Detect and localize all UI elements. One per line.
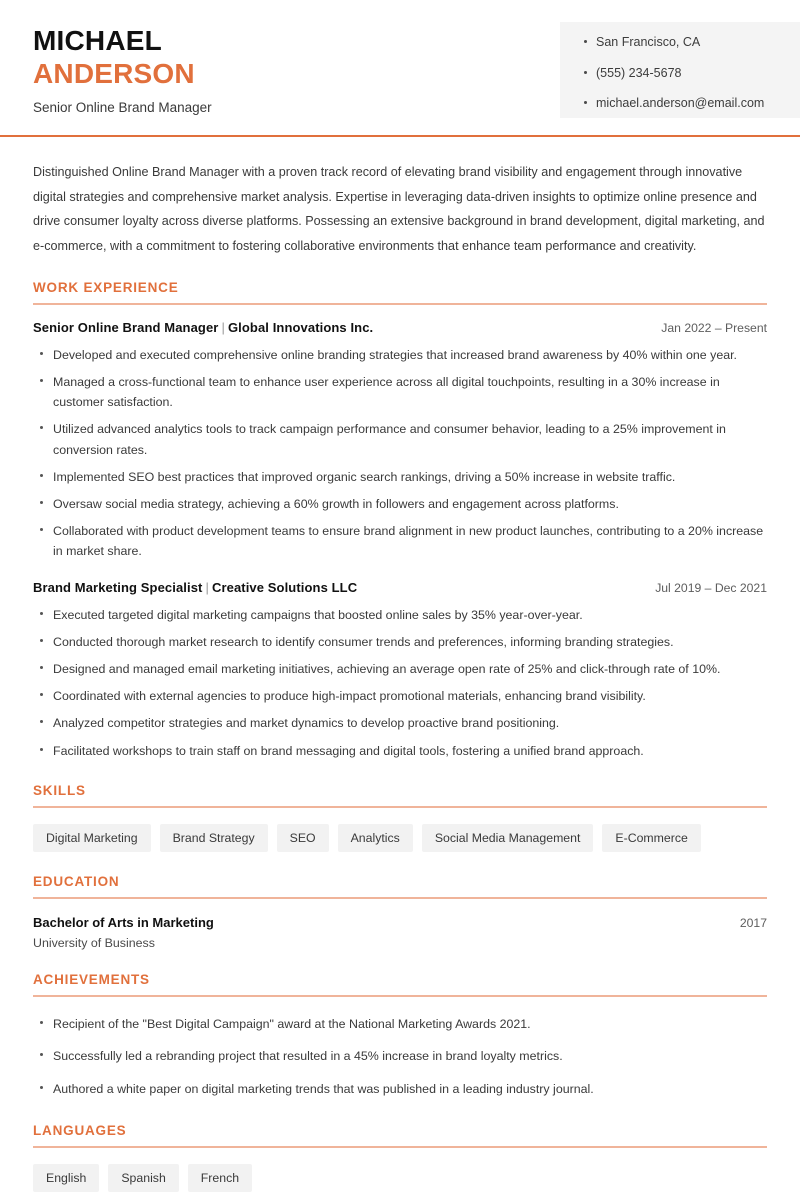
bullet-dot-icon [40,720,43,723]
bullet-dot-icon [40,693,43,696]
bullet-item [33,741,767,761]
bullet-item [33,1014,767,1034]
bullet-item [33,659,767,679]
experience-entry-header [33,580,767,595]
skill-tag: Analytics [338,824,413,853]
education-school: University of Business [33,936,155,951]
bullet-item [33,521,767,561]
bullet-text: Oversaw social media strategy, achieving a 60% growth in followers and engagement across platforms. [53,496,619,511]
experience-role: Senior Online Brand Manager [33,320,219,336]
bullet-item [33,345,767,365]
resume-body [0,160,800,1192]
section-title-education: EDUCATION [33,874,120,890]
section-divider [33,806,767,808]
bullet-dot-icon [40,639,43,642]
bullet-text: Designed and managed email marketing initiatives, achieving an average open rate of 25% and click-through rate of 10%. [53,662,721,677]
skill-tag: E-Commerce [602,824,700,853]
bullet-dot-icon [40,426,43,429]
bullet-item [33,713,767,733]
experience-dates: Jan 2022 – Present [661,321,767,336]
experience-company: Creative Solutions LLC [211,580,358,596]
bullet-item [33,632,767,652]
section-divider [33,897,767,899]
bullet-dot-icon [584,101,587,104]
experience-bullets [33,605,767,761]
contact-email[interactable] [584,97,800,110]
section-title-achievements: ACHIEVEMENTS [33,972,150,988]
skills-tag-list [33,824,767,853]
language-tag: Spanish [108,1164,178,1192]
section-languages [33,1123,767,1192]
section-work-experience [33,280,767,760]
bullet-item [33,1079,767,1099]
professional-summary: Distinguished Online Brand Manager with a proven track record of elevating brand visibility and engagement through innovative digital strategies and comprehensive market analysis. Expertise in leveraging data-driven insights to optimize online presence and drive consumer loyalty across diverse platforms. Possessing an extensive background in brand development, digital marketing, and e-commerce, with a commitment to fostering collaborative environments that enhance team performance and creativity. [33,165,765,253]
professional-title: Senior Online Brand Manager [33,100,212,116]
experience-company: Global Innovations Inc. [227,320,374,336]
experience-title-line [33,320,373,335]
bullet-text: Coordinated with external agencies to produce high-impact promotional materials, enhancing brand visibility. [53,689,646,704]
bullet-dot-icon [40,379,43,382]
language-tag: English [33,1164,99,1192]
bullet-text: Conducted thorough market research to identify consumer trends and preferences, informing branding strategies. [53,635,674,650]
title-separator: | [205,580,209,596]
bullet-dot-icon [40,1053,43,1056]
bullet-dot-icon [40,1086,43,1089]
bullet-text: Executed targeted digital marketing campaigns that boosted online sales by 35% year-over-year. [53,608,583,623]
section-divider [33,995,767,997]
bullet-dot-icon [40,666,43,669]
identity-block [33,24,533,115]
experience-bullets [33,345,767,561]
bullet-text: Utilized advanced analytics tools to track campaign performance and consumer behavior, leading to a 25% improvement in conversion rates. [53,422,726,457]
section-education [33,874,767,950]
experience-entry [33,580,767,761]
section-title-work-experience: WORK EXPERIENCE [33,280,179,296]
skill-tag: Brand Strategy [160,824,268,853]
bullet-text: Facilitated workshops to train staff on brand messaging and digital tools, fostering a unified brand approach. [53,743,644,758]
experience-entry-header [33,320,767,335]
title-separator: | [221,320,225,336]
experience-role: Brand Marketing Specialist [33,580,203,596]
education-entry [33,915,767,950]
section-title-skills: SKILLS [33,782,86,798]
section-title-languages: LANGUAGES [33,1122,127,1138]
skill-tag: Social Media Management [422,824,594,853]
bullet-dot-icon [584,40,587,43]
last-name: ANDERSON [33,58,195,90]
bullet-text: Analyzed competitor strategies and market dynamics to develop proactive brand positioning. [53,716,560,731]
language-tag: French [188,1164,252,1192]
contact-email-value: michael.anderson@email.com [596,96,765,110]
contact-info-box [560,22,800,118]
bullet-item [33,372,767,412]
bullet-dot-icon [40,501,43,504]
section-skills [33,783,767,853]
contact-phone[interactable] [584,67,800,80]
bullet-item [33,686,767,706]
section-divider [33,303,767,305]
skill-tag: Digital Marketing [33,824,151,853]
contact-phone-value: (555) 234-5678 [596,65,682,80]
bullet-dot-icon [40,352,43,355]
languages-tag-list [33,1164,767,1192]
achievements-list [33,1014,767,1098]
bullet-item [33,605,767,625]
bullet-item [33,419,767,459]
bullet-item [33,494,767,514]
experience-title-line [33,580,357,595]
bullet-text: Successfully led a rebranding project that resulted in a 45% increase in brand loyalty metrics. [53,1049,563,1064]
bullet-item [33,1046,767,1066]
resume-header [0,0,800,137]
section-divider [33,1146,767,1148]
bullet-dot-icon [584,71,587,74]
bullet-text: Authored a white paper on digital marketing trends that was published in a leading industry journal. [53,1081,594,1096]
bullet-item [33,467,767,487]
bullet-dot-icon [40,1021,43,1024]
education-degree: Bachelor of Arts in Marketing [33,915,214,931]
bullet-dot-icon [40,528,43,531]
bullet-dot-icon [40,748,43,751]
skill-tag: SEO [277,824,329,853]
bullet-text: Developed and executed comprehensive online branding strategies that increased brand awareness by 40% within one year. [53,348,737,363]
bullet-text: Managed a cross-functional team to enhance user experience across all digital touchpoints, resulting in a 30% increase in customer satisfaction. [53,375,720,410]
first-name: MICHAEL [33,25,162,56]
contact-location-value: San Francisco, CA [596,35,701,49]
contact-location [584,36,800,49]
education-entry-header [33,915,767,930]
education-year: 2017 [739,916,767,931]
bullet-text: Recipient of the "Best Digital Campaign" award at the National Marketing Awards 2021. [53,1017,531,1032]
bullet-text: Collaborated with product development teams to ensure brand alignment in new product launches, contributing to a 20% increase in market share. [53,523,764,558]
bullet-text: Implemented SEO best practices that improved organic search rankings, driving a 50% increase in website traffic. [53,469,676,484]
section-achievements [33,972,767,1098]
experience-entry [33,320,767,561]
experience-dates: Jul 2019 – Dec 2021 [655,581,767,596]
bullet-dot-icon [40,474,43,477]
bullet-dot-icon [40,612,43,615]
